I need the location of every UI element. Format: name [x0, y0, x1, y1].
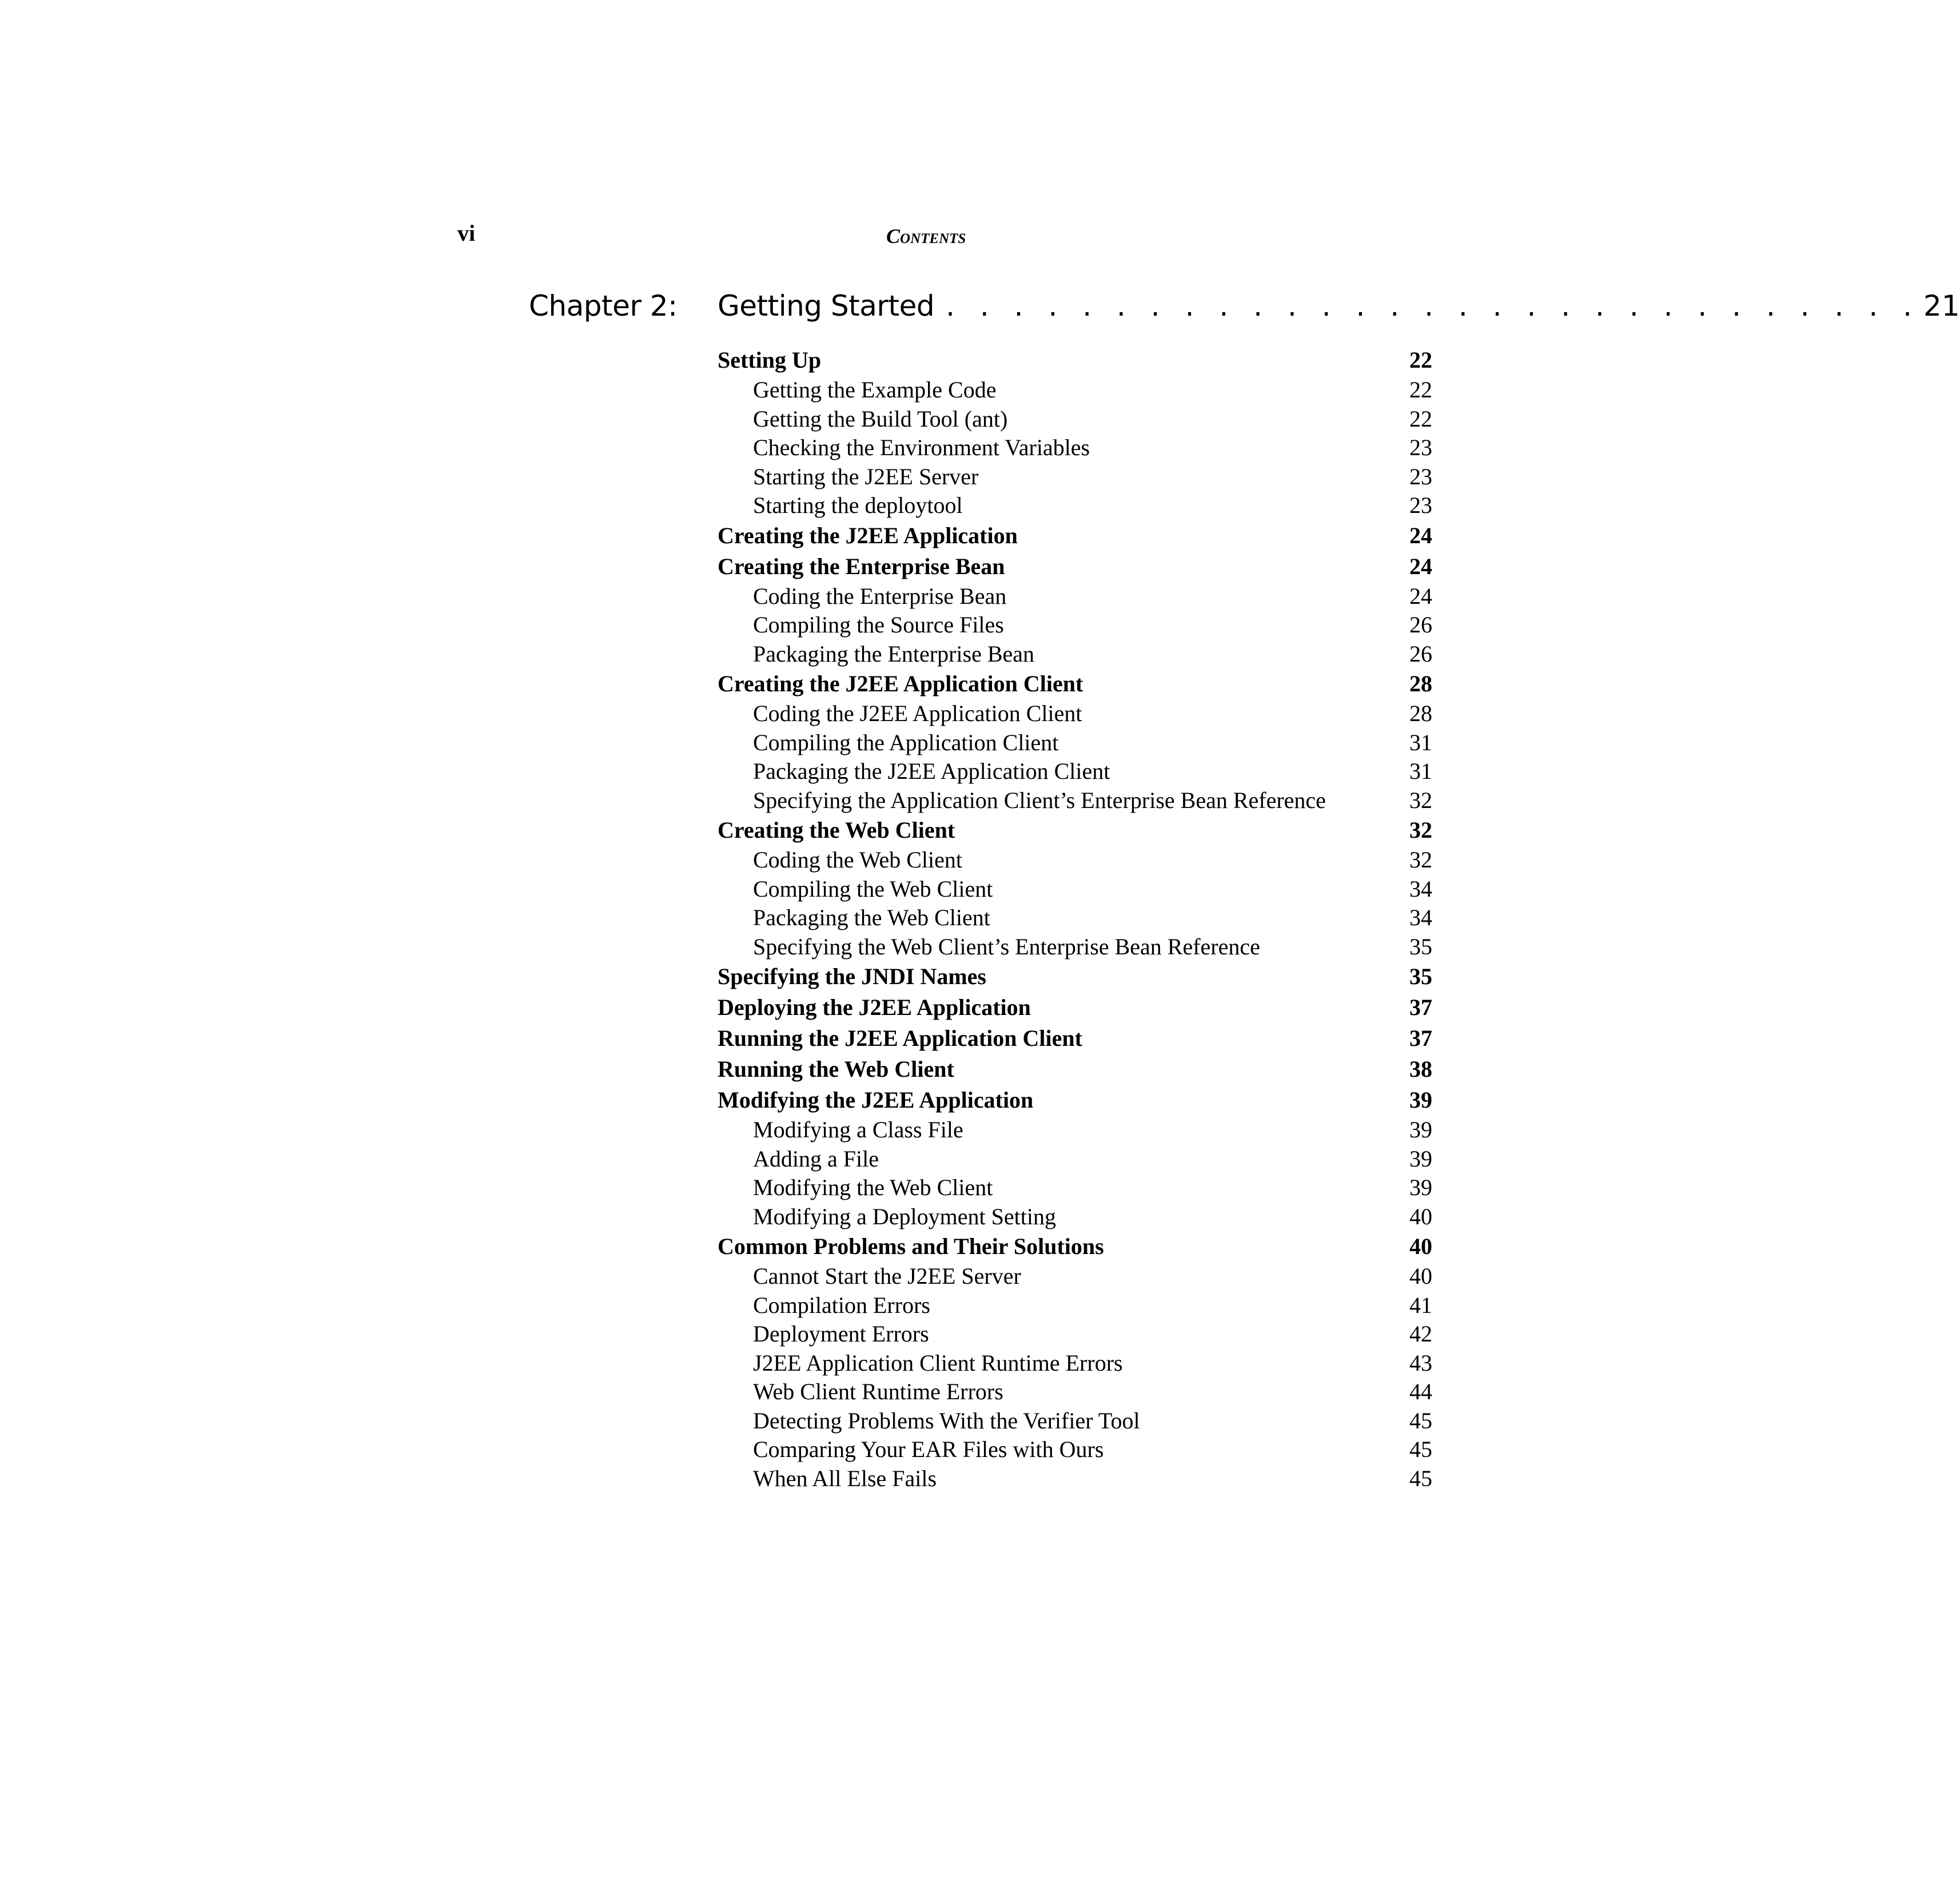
chapter-heading [718, 289, 1960, 323]
toc-entry-page-number: 23 [1409, 463, 1432, 489]
toc-subsection-entry [718, 699, 1432, 728]
toc-entry-title: Adding a File [753, 1145, 879, 1172]
toc-entry-title: Cannot Start the J2EE Server [753, 1263, 1021, 1289]
toc-entry-page-number: 32 [1409, 847, 1432, 873]
toc-entry-page-number: 35 [1409, 933, 1432, 960]
toc-entry-title: Compilation Errors [753, 1292, 930, 1318]
toc-subsection-entry [718, 1291, 1432, 1320]
toc-section-entry [718, 992, 1432, 1023]
toc-entry-page-number: 42 [1409, 1321, 1432, 1347]
toc-entry-title: Running the Web Client [718, 1056, 954, 1082]
toc-entry-title: Running the J2EE Application Client [718, 1025, 1082, 1051]
toc-section-entry [718, 345, 1432, 376]
toc-subsection-entry [718, 1464, 1432, 1494]
toc-subsection-entry [718, 463, 1432, 492]
dot-leader: . . . . . . . . . . . . . . . . . . . . . . . . . . . . . [946, 289, 1921, 323]
toc-entry-page-number: 39 [1409, 1087, 1432, 1113]
toc-subsection-entry [718, 640, 1432, 669]
chapter-label: Chapter 2: [529, 289, 678, 323]
toc-entry-page-number: 28 [1409, 700, 1432, 726]
toc-entry-title: Starting the J2EE Server [753, 463, 979, 489]
toc-entry-title: Creating the Enterprise Bean [718, 553, 1005, 579]
toc-entry-title: Specifying the Application Client’s Enterprise Bean Reference [753, 787, 1326, 813]
toc-entry-page-number: 23 [1409, 492, 1432, 518]
toc-subsection-entry [718, 1435, 1432, 1464]
toc-entry-page-number: 40 [1409, 1233, 1432, 1259]
toc-entry-title: Packaging the J2EE Application Client [753, 758, 1110, 784]
toc-entry-page-number: 35 [1409, 964, 1432, 989]
toc-entry-title: Specifying the JNDI Names [718, 964, 986, 989]
toc-entry-title: Setting Up [718, 347, 822, 373]
toc-entry-page-number: 22 [1409, 347, 1432, 373]
toc-subsection-entry [718, 1320, 1432, 1349]
toc-entry-title: Web Client Runtime Errors [753, 1379, 1003, 1404]
toc-subsection-entry [718, 433, 1432, 463]
toc-entry-title: Modifying the Web Client [753, 1175, 993, 1200]
toc-entry-page-number: 32 [1409, 817, 1432, 843]
toc-subsection-entry [718, 1145, 1432, 1174]
toc-section-entry [718, 520, 1432, 551]
toc-entry-title: When All Else Fails [753, 1465, 937, 1491]
toc-section-entry [718, 1085, 1432, 1116]
toc-entry-page-number: 43 [1409, 1349, 1432, 1376]
toc-entry-title: Comparing Your EAR Files with Ours [753, 1436, 1104, 1462]
toc-entry-page-number: 45 [1409, 1436, 1432, 1462]
toc-entry-page-number: 44 [1409, 1379, 1432, 1404]
toc-section-entry [718, 551, 1432, 582]
toc-entry-page-number: 31 [1409, 729, 1432, 755]
chapter-page-number: 21 [1923, 289, 1960, 323]
toc-subsection-entry [718, 786, 1432, 815]
toc-entry-title: Compiling the Source Files [753, 612, 1004, 638]
toc-subsection-entry [718, 1203, 1432, 1232]
toc-section-entry [718, 1054, 1432, 1085]
toc-entry-page-number: 37 [1409, 1025, 1432, 1051]
toc-entry-title: Specifying the Web Client’s Enterprise Bean Reference [753, 933, 1260, 960]
toc-entry-title: Modifying a Deployment Setting [753, 1203, 1056, 1229]
toc-entry-title: Getting the Build Tool (ant) [753, 405, 1008, 432]
toc-entry-page-number: 38 [1409, 1056, 1432, 1082]
toc-subsection-entry [718, 1378, 1432, 1407]
toc-entry-page-number: 22 [1409, 377, 1432, 403]
toc-entry-title: Packaging the Web Client [753, 905, 990, 930]
toc-entry-page-number: 28 [1409, 671, 1432, 696]
toc-subsection-entry [718, 582, 1432, 611]
toc-entry-page-number: 26 [1409, 612, 1432, 638]
toc-subsection-entry [718, 376, 1432, 405]
toc-entry-title: Compiling the Web Client [753, 875, 993, 902]
toc-entry-title: Creating the Web Client [718, 817, 955, 843]
toc-entry-page-number: 24 [1409, 583, 1432, 609]
toc-entry-title: Modifying the J2EE Application [718, 1087, 1034, 1113]
chapter-title: Getting Started [718, 289, 935, 323]
toc-entry-title: Packaging the Enterprise Bean [753, 640, 1035, 667]
toc-subsection-entry [718, 1116, 1432, 1145]
toc-entry-page-number: 24 [1409, 522, 1432, 548]
page-number: vi [457, 220, 476, 246]
toc-entry-title: Creating the J2EE Application [718, 522, 1018, 548]
toc-subsection-entry [718, 405, 1432, 434]
toc-entry-page-number: 40 [1409, 1263, 1432, 1289]
toc-entry-page-number: 37 [1409, 994, 1432, 1020]
toc-entry-page-number: 41 [1409, 1292, 1432, 1318]
toc-entry-title: Starting the deploytool [753, 492, 963, 518]
toc-section-entry [718, 1023, 1432, 1054]
toc-subsection-entry [718, 1407, 1432, 1436]
toc-subsection-entry [718, 728, 1432, 758]
toc-entry-page-number: 34 [1409, 905, 1432, 930]
toc-entry-page-number: 45 [1409, 1407, 1432, 1434]
toc-entry-page-number: 40 [1409, 1203, 1432, 1229]
toc-entry-title: Getting the Example Code [753, 377, 997, 403]
toc-entry-title: Common Problems and Their Solutions [718, 1233, 1104, 1259]
toc-section-entry [718, 815, 1432, 846]
toc-entry-title: Modifying a Class File [753, 1117, 963, 1142]
toc-entry-page-number: 22 [1409, 405, 1432, 432]
toc-entry-title: J2EE Application Client Runtime Errors [753, 1349, 1123, 1376]
toc-entry-title: Compiling the Application Client [753, 729, 1059, 755]
toc-entry-page-number: 26 [1409, 640, 1432, 667]
toc-entry-page-number: 39 [1409, 1145, 1432, 1172]
toc-section-entry [718, 961, 1432, 992]
running-head: Contents [886, 225, 966, 248]
toc-entry-page-number: 39 [1409, 1117, 1432, 1142]
toc-entry-page-number: 32 [1409, 787, 1432, 813]
toc-entry-title: Deployment Errors [753, 1321, 929, 1347]
toc-entry-page-number: 34 [1409, 875, 1432, 902]
toc-entry-page-number: 39 [1409, 1175, 1432, 1200]
toc-entry-title: Coding the Web Client [753, 847, 963, 873]
toc-entry-title: Detecting Problems With the Verifier Tool [753, 1407, 1140, 1434]
toc-list [718, 345, 1432, 1493]
toc-entry-title: Coding the Enterprise Bean [753, 583, 1007, 609]
toc-subsection-entry [718, 1173, 1432, 1203]
toc-entry-page-number: 24 [1409, 553, 1432, 579]
toc-entry-title: Checking the Environment Variables [753, 435, 1090, 460]
toc-entry-title: Deploying the J2EE Application [718, 994, 1031, 1020]
toc-subsection-entry [718, 1349, 1432, 1378]
toc-entry-title: Creating the J2EE Application Client [718, 671, 1083, 696]
toc-subsection-entry [718, 875, 1432, 904]
toc-entry-title: Coding the J2EE Application Client [753, 700, 1082, 726]
toc-subsection-entry [718, 757, 1432, 786]
toc-entry-page-number: 45 [1409, 1465, 1432, 1491]
toc-subsection-entry [718, 1262, 1432, 1291]
toc-entry-page-number: 31 [1409, 758, 1432, 784]
toc-entry-page-number: 23 [1409, 435, 1432, 460]
toc-subsection-entry [718, 491, 1432, 520]
toc-subsection-entry [718, 933, 1432, 962]
toc-subsection-entry [718, 903, 1432, 933]
toc-subsection-entry [718, 846, 1432, 875]
toc-section-entry [718, 668, 1432, 699]
toc-section-entry [718, 1231, 1432, 1262]
toc-subsection-entry [718, 611, 1432, 640]
